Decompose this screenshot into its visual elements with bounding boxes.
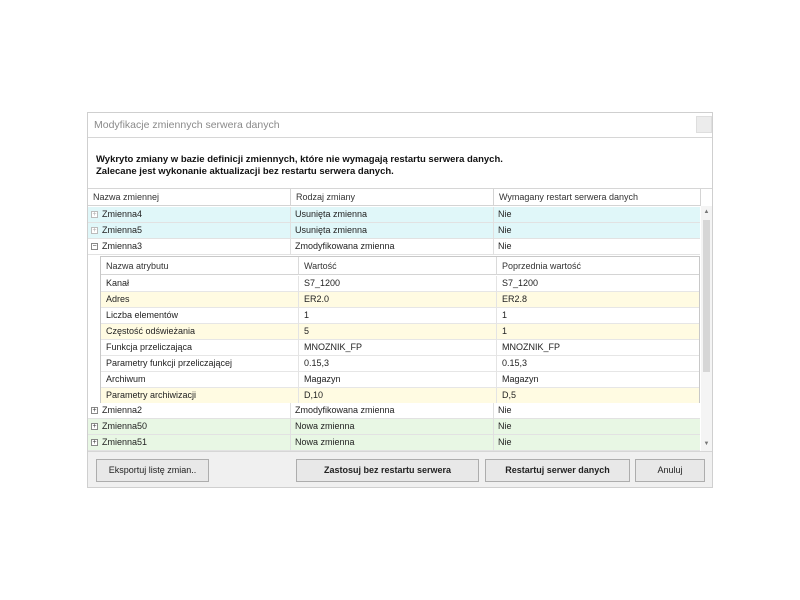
scrollbar-thumb[interactable] [703,220,710,372]
attribute-value: 5 [299,324,497,340]
variable-name: Zmienna3 [98,239,291,255]
restart-required: Nie [498,209,512,219]
attribute-name: Parametry funkcji przeliczającej [101,356,299,372]
table-row[interactable] [88,403,700,419]
change-type: Nowa zmienna [291,435,494,451]
attribute-previous: D,5 [502,390,517,400]
column-header-name[interactable]: Nazwa zmiennej [88,189,291,206]
export-changes-button[interactable]: Eksportuj listę zmian.. [96,459,209,482]
expand-icon[interactable]: + [92,227,97,234]
attribute-name: Archiwum [101,372,299,388]
table-row[interactable] [88,223,700,239]
attribute-name: Kanał [101,276,299,292]
change-type: Nowa zmienna [291,419,494,435]
scroll-up-icon[interactable]: ▲ [703,209,710,215]
cancel-button[interactable]: Anuluj [635,459,705,482]
detail-header-previous[interactable]: Poprzednia wartość [497,257,699,275]
detail-header-attribute[interactable]: Nazwa atrybutu [101,257,299,275]
apply-without-restart-button[interactable]: Zastosuj bez restartu serwera [296,459,479,482]
detail-row[interactable] [101,324,699,340]
table-row[interactable] [88,239,700,255]
detail-row[interactable] [101,340,699,356]
attribute-previous: ER2.8 [502,294,528,304]
detail-row[interactable] [101,292,699,308]
changes-grid [88,189,712,451]
change-type: Zmodyfikowana zmienna [291,403,494,419]
change-type: Usunięta zmienna [291,207,494,223]
scroll-down-icon[interactable]: ▼ [703,441,710,447]
change-type: Zmodyfikowana zmienna [291,239,494,255]
detail-row[interactable] [101,356,699,372]
table-row[interactable] [88,435,700,451]
expand-icon[interactable]: + [92,439,97,446]
attribute-name: Adres [101,292,299,308]
restart-required: Nie [498,421,512,431]
attribute-value: 1 [299,308,497,324]
attribute-previous: S7_1200 [502,278,539,288]
attribute-value: D,10 [299,388,497,404]
attribute-previous: 0.15,3 [502,358,528,368]
variable-name: Zmienna2 [98,403,291,419]
info-message-line1: Wykryto zmiany w bazie definicji zmiennych, które nie wymagają restartu serwera danych. [96,154,503,165]
variable-name: Zmienna50 [98,419,291,435]
table-row[interactable] [88,207,700,223]
restart-required: Nie [498,225,512,235]
attribute-name: Liczba elementów [101,308,299,324]
attribute-previous: MNOZNIK_FP [502,342,561,352]
attribute-previous: Magazyn [502,374,539,384]
column-header-restart[interactable]: Wymagany restart serwera danych [494,189,701,206]
close-button[interactable] [696,116,712,133]
attribute-previous: 1 [502,310,508,320]
vertical-scrollbar[interactable] [701,206,712,451]
info-message-line2: Zalecane jest wykonanie aktualizacji bez restartu serwera danych. [96,166,394,177]
attribute-name: Parametry archiwizacji [101,388,299,404]
detail-row[interactable] [101,308,699,324]
attribute-value: Magazyn [299,372,497,388]
detail-row[interactable] [101,388,699,404]
button-bar [88,451,712,487]
attribute-value: ER2.0 [299,292,497,308]
table-row[interactable] [88,419,700,435]
attribute-value: S7_1200 [299,276,497,292]
attribute-value: 0.15,3 [299,356,497,372]
variable-name: Zmienna51 [98,435,291,451]
detail-row[interactable] [101,276,699,292]
variable-name: Zmienna5 [98,223,291,239]
attribute-value: MNOZNIK_FP [299,340,497,356]
title-bar [88,113,712,137]
collapse-icon[interactable]: − [92,243,97,250]
detail-header-value[interactable]: Wartość [299,257,497,275]
expand-icon[interactable]: + [92,407,97,414]
detail-table [100,256,700,404]
attribute-name: Częstość odświeżania [101,324,299,340]
detail-row[interactable] [101,372,699,388]
variable-name: Zmienna4 [98,207,291,223]
change-type: Usunięta zmienna [291,223,494,239]
restart-required: Nie [498,437,512,447]
info-panel [88,137,712,189]
attribute-name: Funkcja przeliczająca [101,340,299,356]
dialog-title: Modyfikacje zmiennych serwera danych [94,119,280,131]
expand-icon[interactable]: + [92,423,97,430]
variables-modification-dialog [87,112,713,488]
column-header-change[interactable]: Rodzaj zmiany [291,189,494,206]
expand-icon[interactable]: + [92,211,97,218]
restart-required: Nie [498,405,512,415]
restart-required: Nie [498,241,512,251]
restart-server-button[interactable]: Restartuj serwer danych [485,459,630,482]
attribute-previous: 1 [502,326,508,336]
